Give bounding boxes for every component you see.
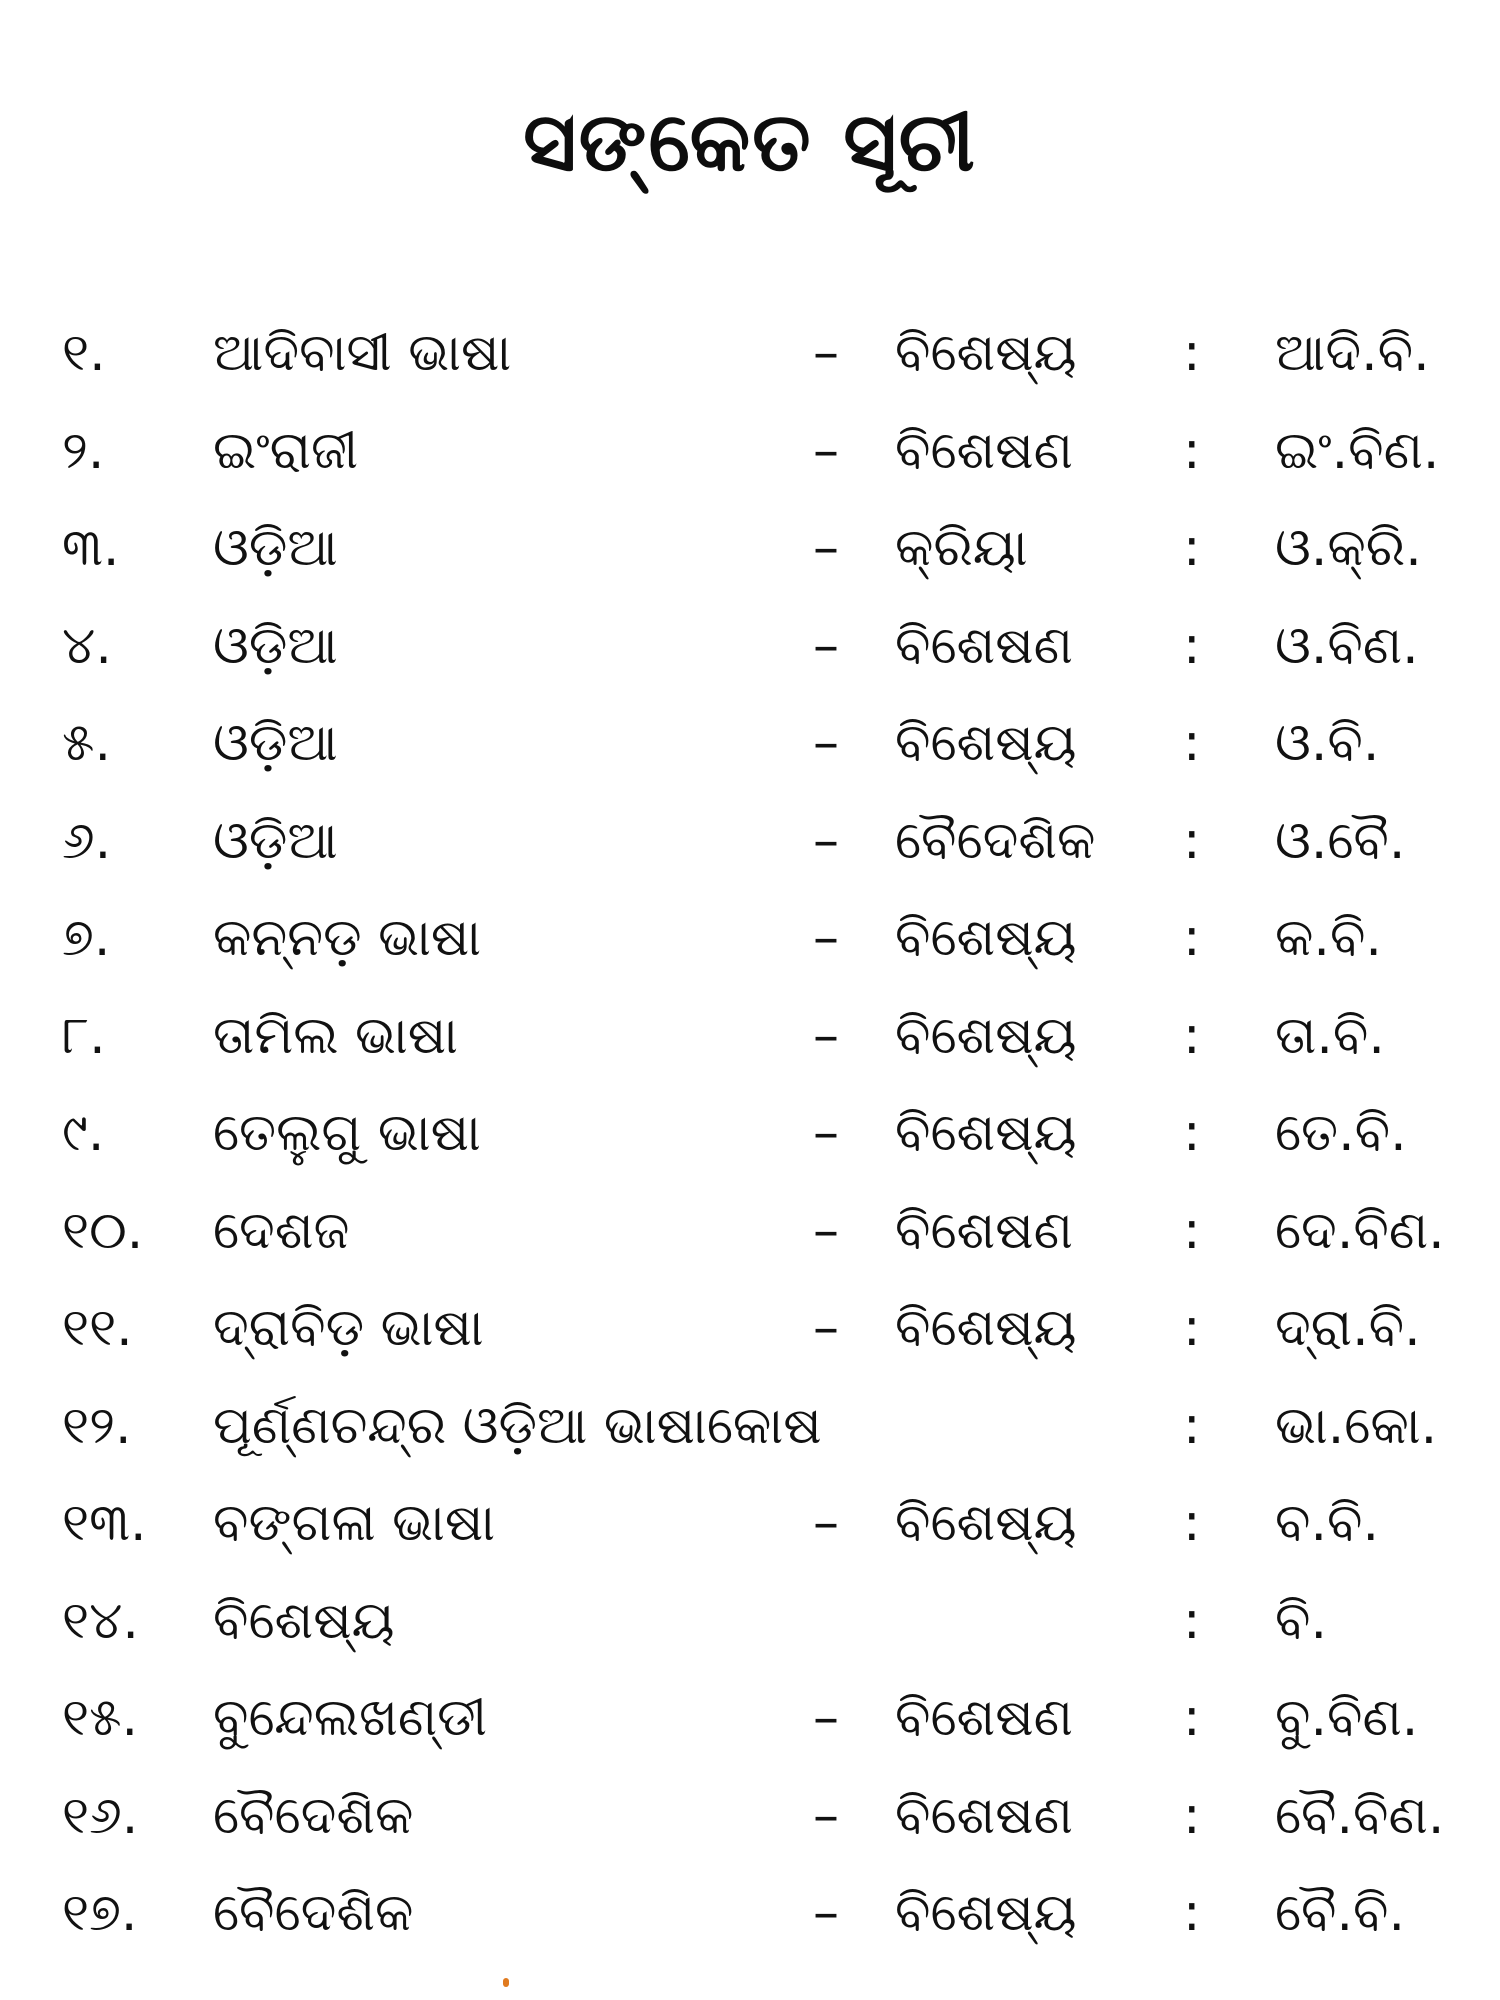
list-item [0,1001,1500,1099]
item-number: ୪. [62,615,112,676]
item-abbreviation: ଇଂ.ବିଣ. [1275,420,1440,481]
item-number: ୮. [62,1005,106,1066]
item-colon: : [1183,1785,1201,1846]
item-part-of-speech: ବିଶେଷ୍ୟ [895,1005,1077,1066]
item-abbreviation: ଓ.ବୈ. [1275,810,1406,871]
abbreviation-list [0,318,1500,1976]
item-dash: – [813,615,839,676]
item-number: ୩. [62,518,120,578]
item-term: ଦେଶଜ [213,1200,350,1261]
item-number: ୬. [62,810,112,871]
list-item [0,318,1500,416]
item-dash: – [813,1493,839,1553]
item-abbreviation: ତେ.ବି. [1275,1103,1407,1163]
item-colon: : [1183,518,1201,578]
item-term: କନ୍ନଡ଼ ଭାଷା [213,908,482,968]
list-item [0,611,1500,709]
item-dash: – [813,1005,839,1066]
ink-speck [503,1978,509,1987]
item-number: ୧. [62,323,106,383]
item-term: ବୁନ୍ଦେଲଖଣ୍ଡୀ [213,1688,488,1748]
item-part-of-speech: ବିଶେଷ୍ୟ [895,323,1077,383]
list-item [0,416,1500,514]
item-number: ୧୬. [62,1785,139,1846]
item-colon: : [1183,1493,1201,1553]
item-dash: – [813,810,839,871]
list-item [0,1391,1500,1489]
item-dash: – [813,323,839,383]
item-abbreviation: ବୈ.ବି. [1275,1883,1406,1943]
item-part-of-speech: ବିଶେଷ୍ୟ [895,713,1077,773]
item-colon: : [1183,420,1201,481]
item-term: ବୈଦେଶିକ [213,1785,414,1846]
item-abbreviation: ଓ.ବିଣ. [1275,615,1419,676]
item-number: ୧୪. [62,1590,139,1651]
item-term: ଓଡ଼ିଆ [213,518,338,578]
item-term: ପୂର୍ଣ୍ଣଚନ୍ଦ୍ର ଓଡ଼ିଆ ଭାଷାକୋଷ [213,1395,822,1456]
item-part-of-speech: ବିଶେଷ୍ୟ [895,1883,1077,1943]
item-term: ବୈଦେଶିକ [213,1883,414,1943]
item-abbreviation: ଓ.କ୍ରି. [1275,518,1422,578]
item-number: ୧୨. [62,1395,132,1456]
list-item [0,513,1500,611]
list-item [0,1098,1500,1196]
item-dash: – [813,1785,839,1846]
item-abbreviation: ଭା.କୋ. [1275,1395,1438,1456]
list-item [0,1488,1500,1586]
item-part-of-speech: ବିଶେଷଣ [895,1688,1073,1748]
item-part-of-speech: ବିଶେଷ୍ୟ [895,1493,1077,1553]
item-colon: : [1183,810,1201,871]
item-colon: : [1183,1103,1201,1163]
item-part-of-speech: ବିଶେଷ୍ୟ [895,908,1077,968]
item-abbreviation: ଓ.ବି. [1275,713,1380,773]
item-colon: : [1183,908,1201,968]
item-number: ୧୦. [62,1200,144,1261]
item-number: ୧୧. [62,1298,133,1358]
item-dash: – [813,1883,839,1943]
item-abbreviation: ତା.ବି. [1275,1005,1385,1066]
item-colon: : [1183,1590,1201,1651]
item-dash: – [813,420,839,481]
item-abbreviation: ଆଦି.ବି. [1275,323,1430,383]
item-term: ଆଦିବାସୀ ଭାଷା [213,323,512,383]
item-dash: – [813,908,839,968]
item-term: ବିଶେଷ୍ୟ [213,1590,395,1651]
item-colon: : [1183,1688,1201,1748]
list-item [0,1781,1500,1879]
page-title: ସଙ୍କେତ ସୂଚୀ [523,95,977,190]
item-number: ୧୭. [62,1883,138,1943]
item-term: ତେଲୁଗୁ ଭାଷା [213,1103,481,1163]
item-colon: : [1183,1395,1201,1456]
item-dash: – [813,1103,839,1163]
item-part-of-speech: ବିଶେଷ୍ୟ [895,1103,1077,1163]
list-item [0,903,1500,1001]
item-number: ୫. [62,713,111,773]
item-colon: : [1183,1005,1201,1066]
item-colon: : [1183,1298,1201,1358]
item-part-of-speech: ବିଶେଷଣ [895,420,1073,481]
list-item [0,1878,1500,1976]
item-part-of-speech: ବୈଦେଶିକ [895,810,1096,871]
item-abbreviation: ବି. [1275,1590,1327,1651]
item-term: ବଙ୍ଗଳା ଭାଷା [213,1493,496,1553]
item-abbreviation: ଦେ.ବିଣ. [1275,1200,1445,1261]
item-colon: : [1183,615,1201,676]
item-abbreviation: ବୁ.ବିଣ. [1275,1688,1419,1748]
item-colon: : [1183,1883,1201,1943]
item-number: ୨. [62,420,105,481]
item-term: ତାମିଲ ଭାଷା [213,1005,459,1066]
item-number: ୯. [62,1103,105,1163]
item-dash: – [813,518,839,578]
item-number: ୧୩. [62,1493,147,1553]
item-term: ଓଡ଼ିଆ [213,713,338,773]
list-item [0,1586,1500,1684]
list-item [0,806,1500,904]
item-term: ଓଡ଼ିଆ [213,615,338,676]
item-abbreviation: ବୈ.ବିଣ. [1275,1785,1445,1846]
list-item [0,1196,1500,1294]
list-item [0,708,1500,806]
item-part-of-speech: ବିଶେଷଣ [895,615,1073,676]
item-number: ୧୫. [62,1688,139,1748]
list-item [0,1293,1500,1391]
item-term: ଓଡ଼ିଆ [213,810,338,871]
item-colon: : [1183,1200,1201,1261]
item-term: ଇଂରାଜୀ [213,420,359,481]
item-dash: – [813,1200,839,1261]
item-colon: : [1183,323,1201,383]
item-term: ଦ୍ରାବିଡ଼ ଭାଷା [213,1298,484,1358]
item-dash: – [813,713,839,773]
item-abbreviation: କ.ବି. [1275,908,1382,968]
item-part-of-speech: କ୍ରିୟା [895,518,1028,578]
item-dash: – [813,1688,839,1748]
item-dash: – [813,1298,839,1358]
list-item [0,1683,1500,1781]
item-part-of-speech: ବିଶେଷଣ [895,1200,1073,1261]
item-number: ୭. [62,908,111,968]
item-colon: : [1183,713,1201,773]
item-part-of-speech: ବିଶେଷ୍ୟ [895,1298,1077,1358]
item-abbreviation: ବ.ବି. [1275,1493,1379,1553]
item-abbreviation: ଦ୍ରା.ବି. [1275,1298,1421,1358]
item-part-of-speech: ବିଶେଷଣ [895,1785,1073,1846]
